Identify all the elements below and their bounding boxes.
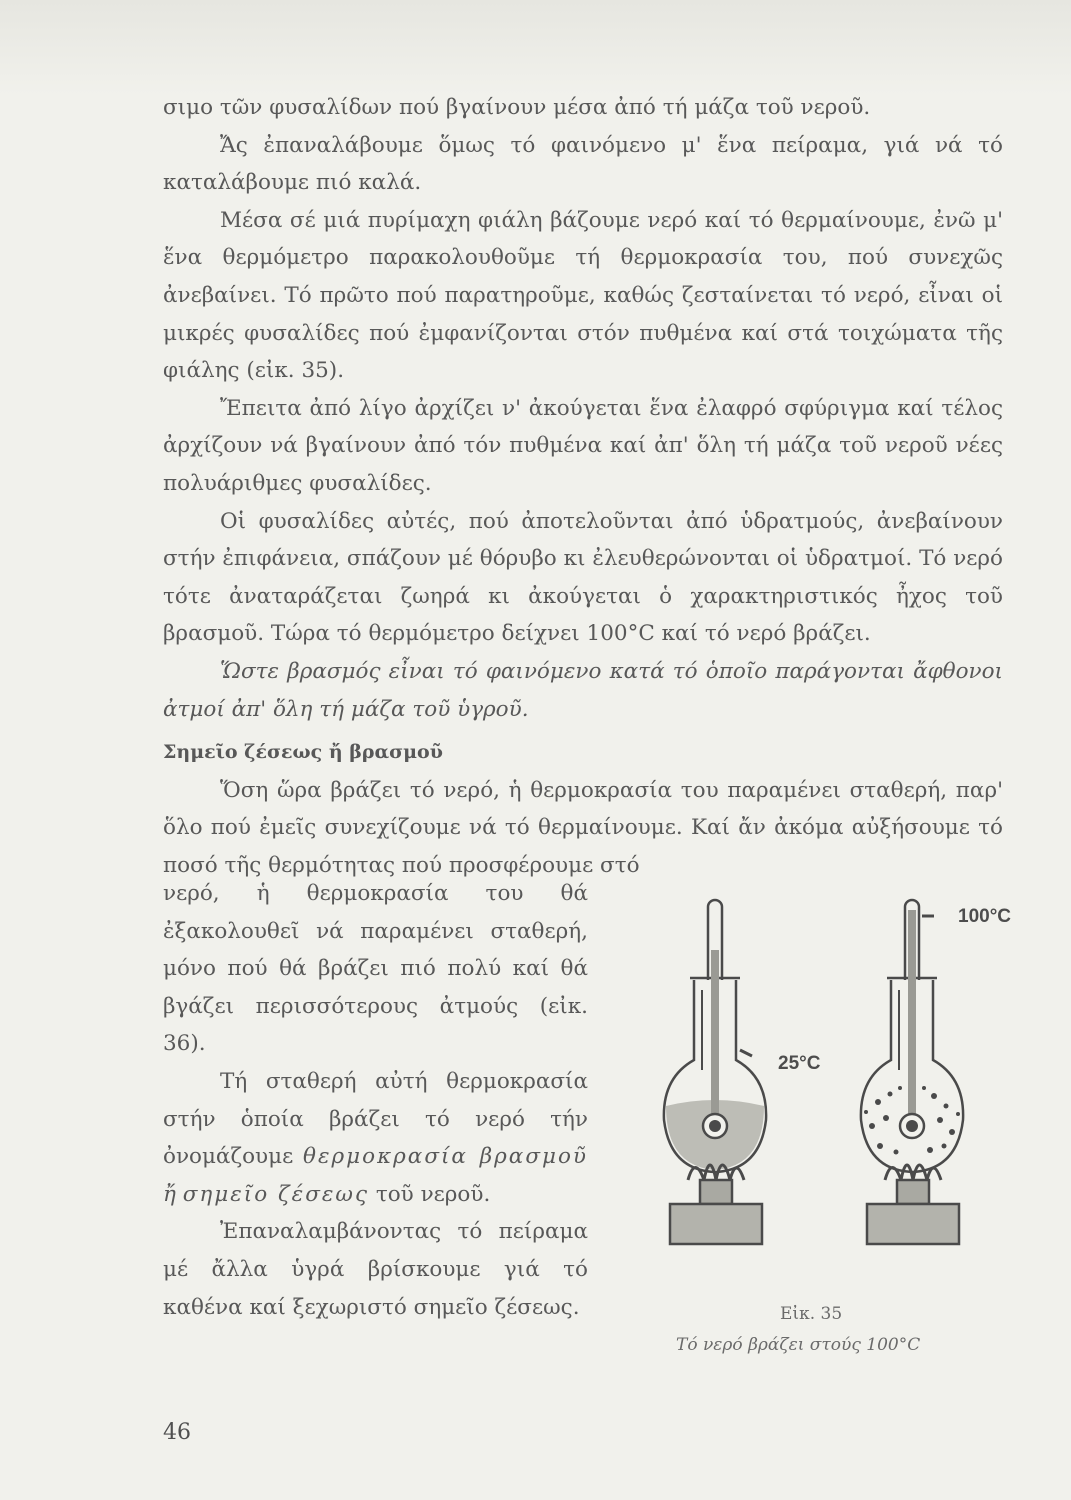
paragraph-continuation: σιμο τῶν φυσαλίδων πού βγαίνουν μέσα ἀπό τή μάζα τοῦ νεροῦ. bbox=[163, 95, 871, 120]
paragraph-bubbles: Οἱ φυσαλίδες αὐτές, πού ἀποτελοῦνται ἀπό ὑδρατμούς, ἀνεβαίνουν στήν ἐπιφάνεια, σπάζουν μέ θόρυβο κι ἐλευθερώνονται οἱ ὑδρατμοί. Τό νερό τότε ἀναταράζεται ζωηρά κι ἀκούγεται ὁ χαρακτηριστικός ἦχος τοῦ βρασμοῦ. Τώρα τό θερμόμετρο δείχνει 100°C καί τό νερό βράζει. bbox=[163, 508, 1003, 647]
boiling-definition: Ὥστε βρασμός εἶναι τό φαινόμενο κατά τό ὁποῖο παράγονται ἄφθονοι ἀτμοί ἀπ' ὅλη τή μάζα τοῦ ὑγροῦ. bbox=[163, 658, 1003, 722]
label-25c: 25°C bbox=[778, 1053, 821, 1074]
paragraph-whistle: Ἔπειτα ἀπό λίγο ἀρχίζει ν' ἀκούγεται ἕνα ἐλαφρό σφύριγμα καί τέλος ἀρχίζουν νά βγαίνουν ἀπό τόν πυθμένα καί ἀπ' ὅλη τή μάζα τοῦ νεροῦ νέες πολυάριθμες φυσαλίδες. bbox=[163, 395, 1003, 496]
figure-caption-number: Εἰκ. 35 bbox=[780, 1304, 843, 1324]
paragraph-boiling-point bbox=[163, 1063, 588, 1213]
section-heading: Σημεῖο ζέσεως ἤ βρασμοῦ bbox=[163, 741, 443, 764]
page-top-shadow bbox=[0, 0, 1071, 95]
figure-caption-text: Τό νερό βράζει στούς 100°C bbox=[676, 1335, 921, 1355]
right-flask-apparatus bbox=[861, 900, 963, 1244]
figure-35 bbox=[640, 880, 1060, 1355]
side-text-column bbox=[163, 875, 588, 1326]
main-text-column bbox=[163, 89, 1003, 884]
term-boiling-point: σημεῖο ζέσεως bbox=[182, 1181, 369, 1207]
term-boiling-temperature: θερμοκρασία βρασμοῦ bbox=[303, 1144, 588, 1170]
paragraph-heating: Μέσα σέ μιά πυρίμαχη φιάλη βάζουμε νερό καί τό θερμαίνουμε, ἐνῶ μ' ἕνα θερμόμετρο παρακολουθοῦμε τή θερμοκρασία του, πού συνεχῶς ἀνεβαίνει. Τό πρῶτο πού παρατηροῦμε, καθώς ζεσταίνεται τό νερό, εἶναι οἱ μικρές φυσαλίδες πού ἐμφανίζονται στόν πυθμένα καί στά τοιχώματα τῆς φιάλης (εἰκ. 35). bbox=[163, 207, 1003, 384]
paragraph-constant-temperature: Ὅση ὥρα βράζει τό νερό, ἡ θερμοκρασία του παραμένει σταθερή, παρ' ὅλο πού ἐμεῖς συνεχίζουμε νά τό θερμαίνουμε. Καί ἄν ἀκόμα αὐξήσουμε τό ποσό τῆς θερμότητας πού προσφέρουμε στό bbox=[163, 777, 1003, 878]
term-or: ἤ bbox=[163, 1181, 176, 1207]
boiling-point-text-start: Τή σταθερή αὐτή θερμοκρασία στήν ὁποία βράζει τό νερό τήν ὀνομάζουμε bbox=[163, 1068, 588, 1170]
paragraph-experiment-intro: Ἄς ἐπαναλάβουμε ὅμως τό φαινόμενο μ' ἕνα πείραμα, γιά νά τό καταλάβουμε πιό καλά. bbox=[163, 132, 1003, 196]
left-flask-apparatus bbox=[664, 900, 766, 1244]
paragraph-other-liquids: Ἐπαναλαμβάνοντας τό πείραμα μέ ἄλλα ὑγρά βρίσκουμε γιά τό καθένα καί ξεχωριστό σημεῖο ζέσεως. bbox=[163, 1219, 588, 1320]
boiling-flasks-illustration bbox=[640, 880, 1060, 1270]
label-100c: 100°C bbox=[958, 906, 1012, 927]
boiling-point-text-end: τοῦ νεροῦ. bbox=[375, 1181, 491, 1207]
paragraph-constant-continued: νερό, ἡ θερμοκρασία του θά ἐξακολουθεῖ νά παραμένει σταθερή, μόνο πού θά βράζει πιό πολύ καί θά βγάζει περισσότερους ἀτμούς (εἰκ. 36). bbox=[163, 881, 588, 1057]
page-number: 46 bbox=[163, 1420, 191, 1445]
